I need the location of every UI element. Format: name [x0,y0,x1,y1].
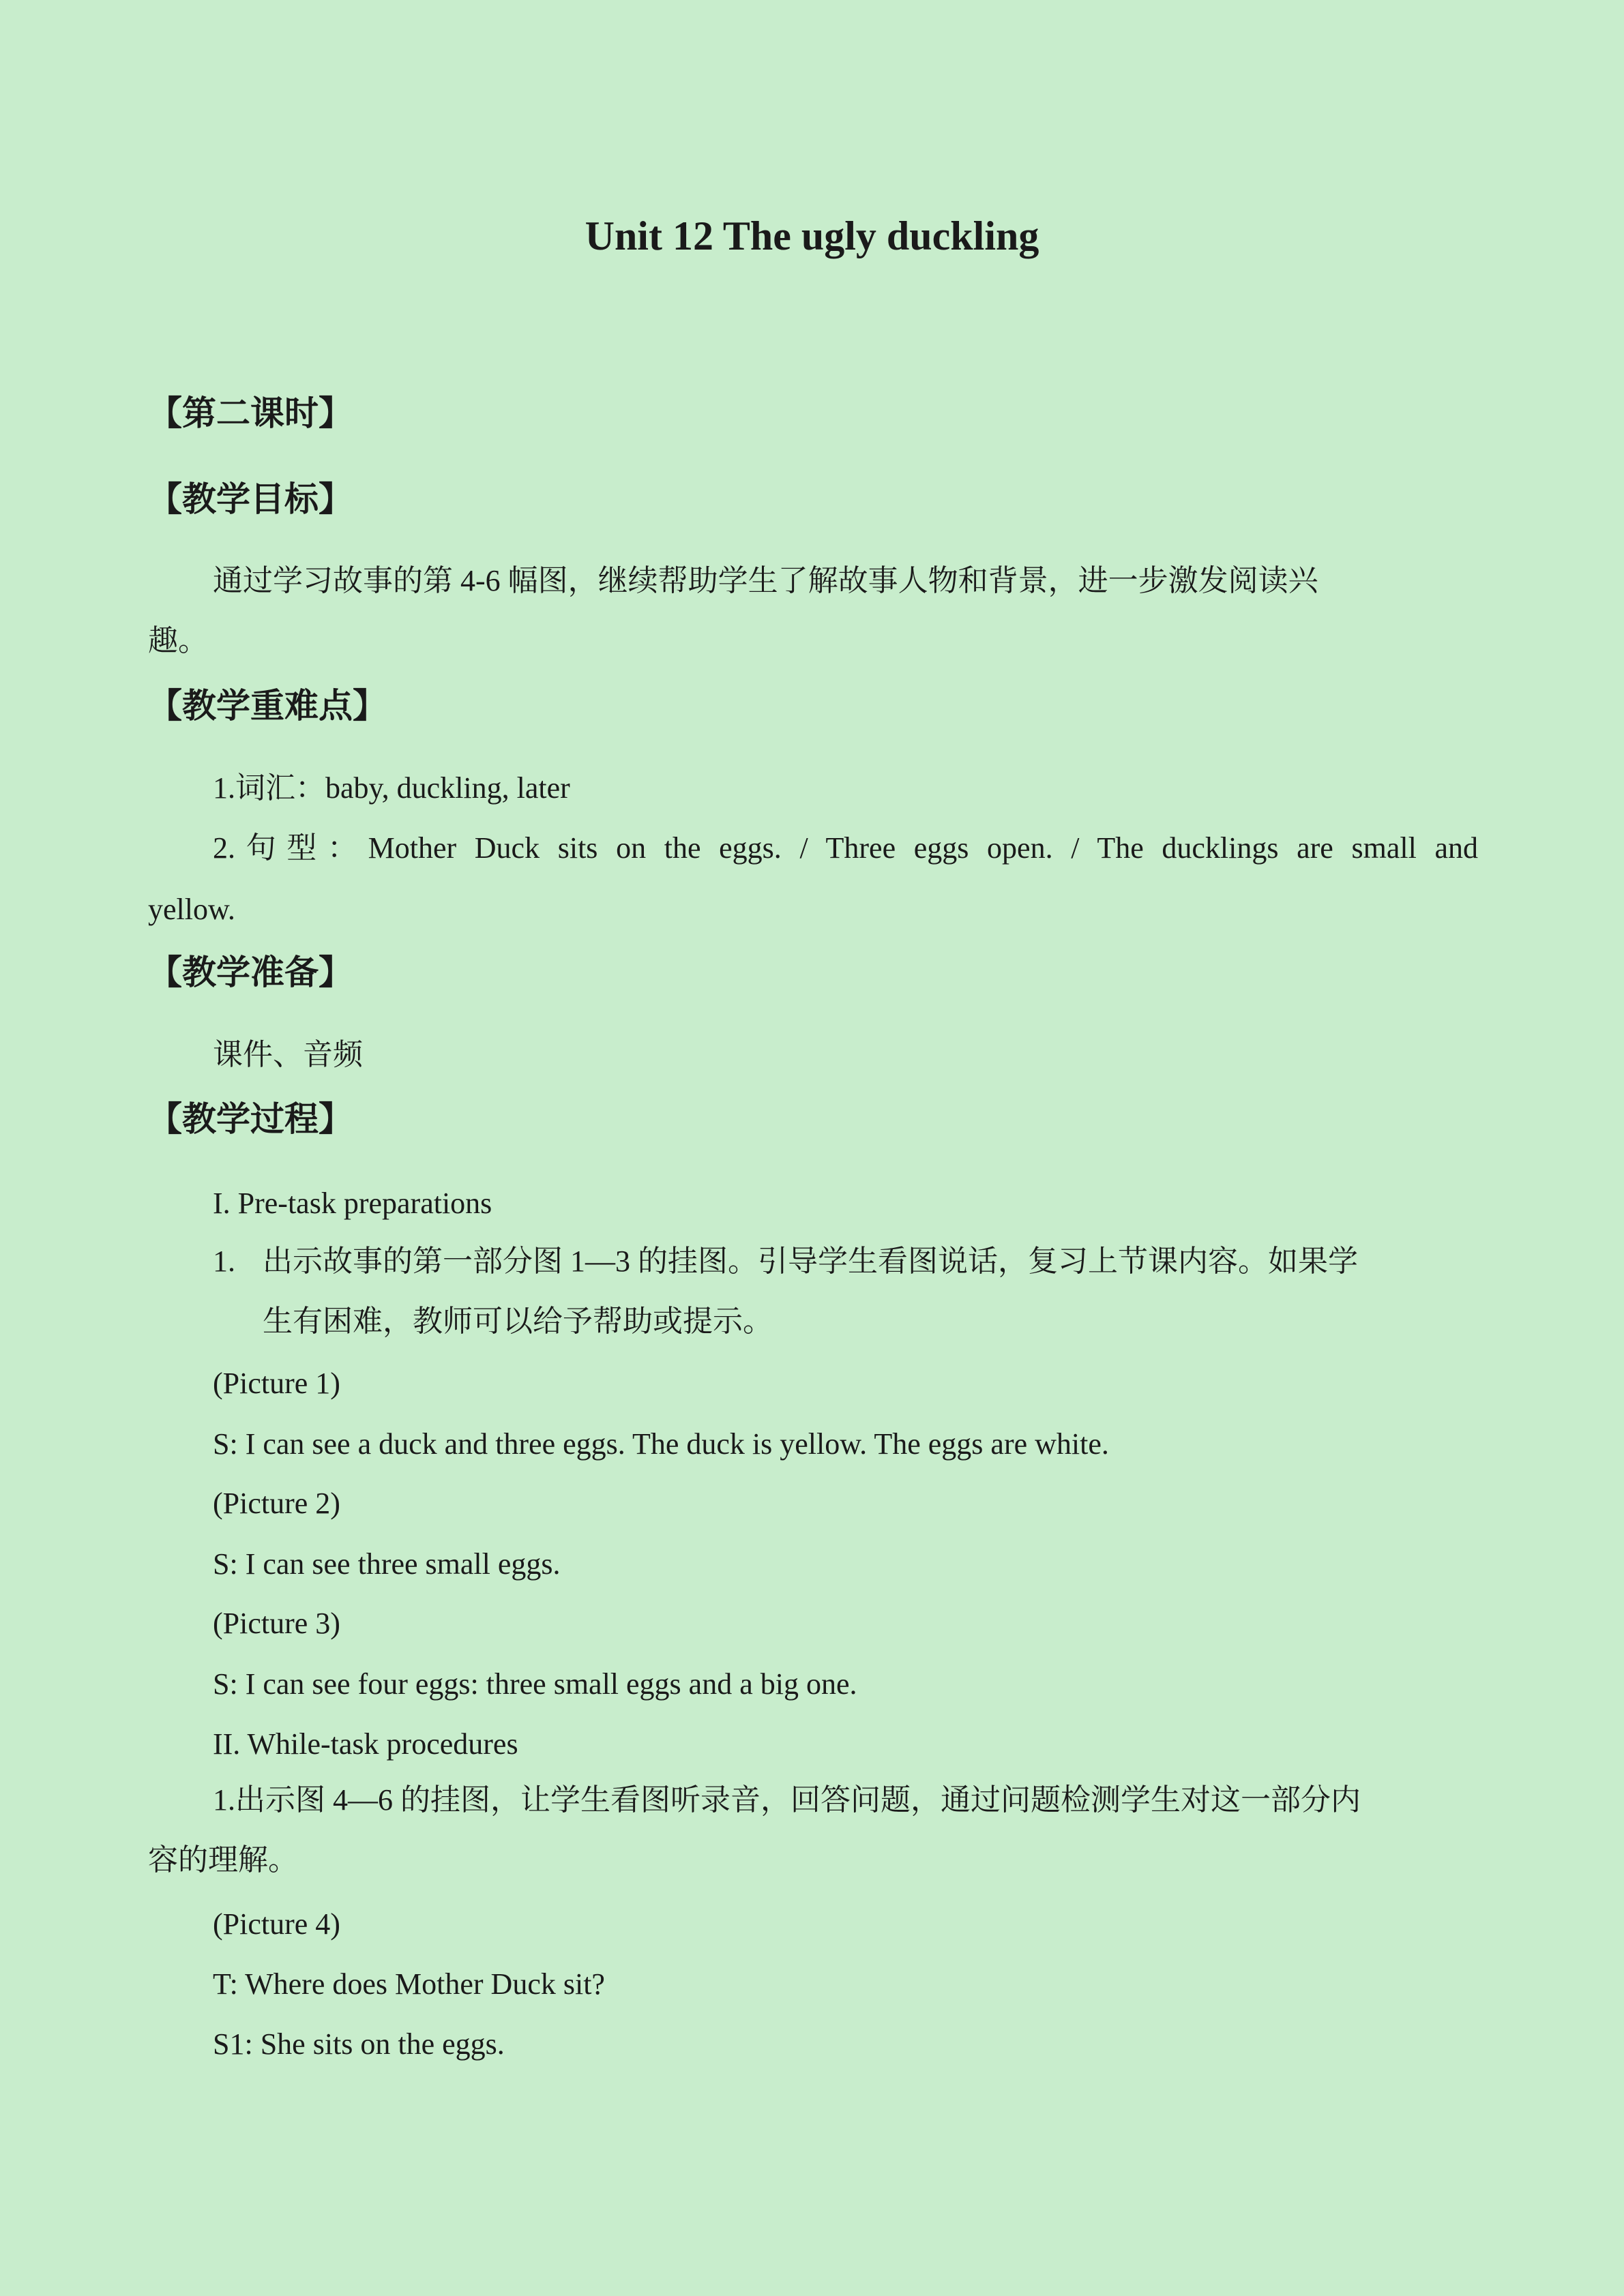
step-1-line-2: 生有困难，教师可以给予帮助或提示。 [263,1304,773,1338]
step-1-number: 1. [213,1244,235,1278]
picture-1-answer: S: I can see a duck and three eggs. The duck is yellow. The eggs are white. [213,1427,1109,1461]
picture-1-label: (Picture 1) [213,1367,340,1400]
step-1-line-1: 出示故事的第一部分图 1—3 的挂图。引导学生看图说话，复习上节课内容。如果学 [263,1244,1358,1278]
key-points-sentence-line-2: yellow. [148,893,235,926]
document-title: Unit 12 The ugly duckling [585,213,1039,258]
section-pre-task: I. Pre-task preparations [213,1187,492,1220]
step-2-line-2: 容的理解。 [148,1843,298,1877]
picture-4-label: (Picture 4) [213,1907,340,1941]
picture-3-answer: S: I can see four eggs: three small eggs and a big one. [213,1667,857,1701]
preparation-text: 课件、音频 [213,1038,363,1071]
picture-2-label: (Picture 2) [213,1487,340,1520]
heading-key-points: 【教学重难点】 [148,687,387,725]
step-2-line-1: 1.出示图 4—6 的挂图，让学生看图听录音，回答问题，通过问题检测学生对这一部分内 [213,1783,1361,1817]
picture-2-answer: S: I can see three small eggs. [213,1547,561,1581]
key-points-sentence-line-1: 2.句型：Mother Duck sits on the eggs. / Three eggs open. / The ducklings are small and [213,831,1478,865]
picture-4-question: T: Where does Mother Duck sit? [213,1967,605,2001]
heading-lesson: 【第二课时】 [148,394,353,432]
objectives-line-1: 通过学习故事的第 4-6 幅图，继续帮助学生了解故事人物和背景，进一步激发阅读兴 [213,564,1318,597]
picture-3-label: (Picture 3) [213,1607,340,1640]
key-points-vocab: 1.词汇：baby, duckling, later [213,771,570,805]
heading-preparation: 【教学准备】 [148,953,353,992]
section-while-task: II. While-task procedures [213,1727,518,1761]
heading-process: 【教学过程】 [148,1100,353,1138]
objectives-line-2: 趣。 [148,624,208,657]
picture-4-answer: S1: She sits on the eggs. [213,2027,505,2061]
heading-objectives: 【教学目标】 [148,480,353,518]
